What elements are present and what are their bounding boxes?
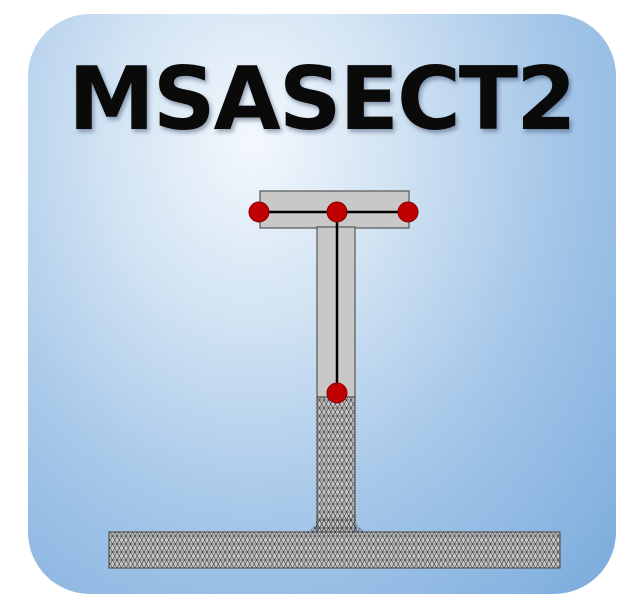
app-title: MSASECT2: [68, 48, 575, 150]
junction-mesh: [305, 515, 367, 533]
node-left: [249, 202, 269, 222]
node-right: [398, 202, 418, 222]
node-center: [327, 202, 347, 222]
bottom-flange-mesh: [109, 532, 560, 568]
node-bottom: [327, 383, 347, 403]
web-mesh: [317, 397, 355, 533]
